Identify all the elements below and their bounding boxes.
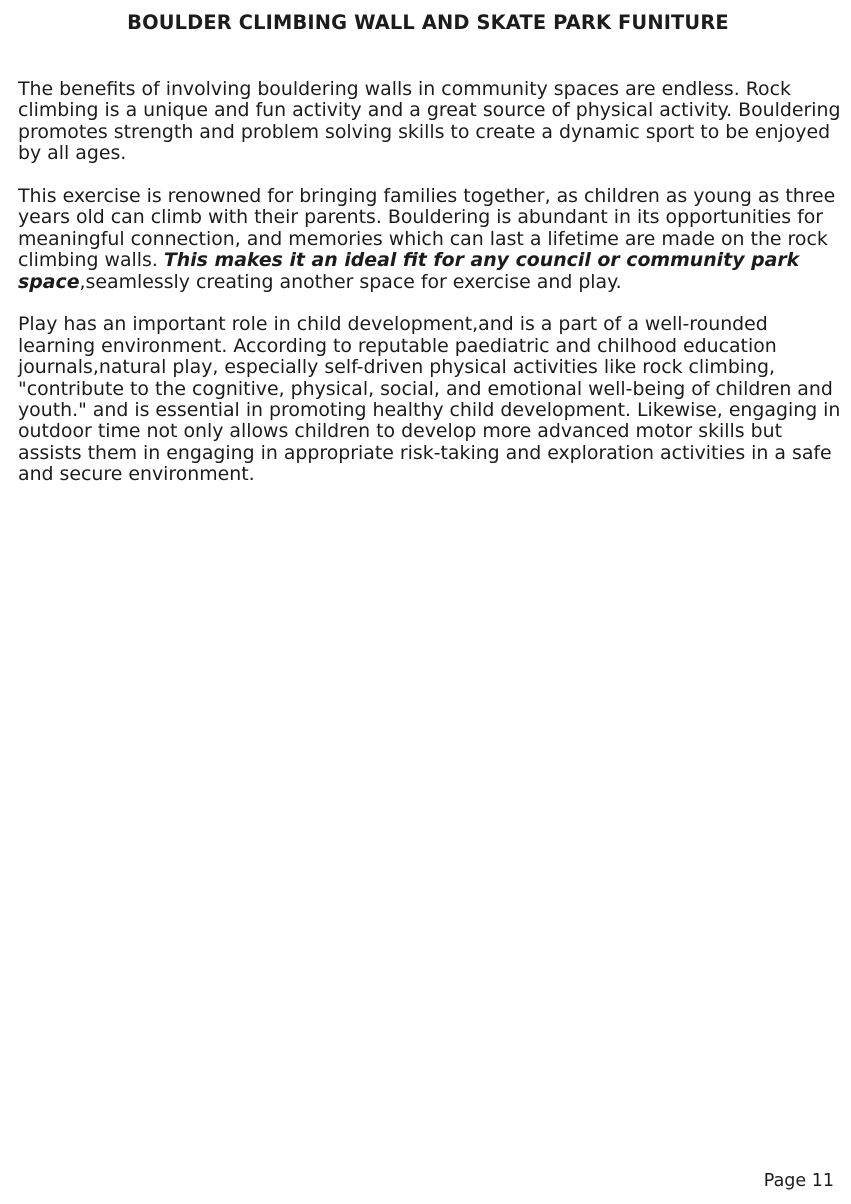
emphasis-text: This makes it an ideal fit for any council or community park space (18, 249, 800, 293)
page-title: BOULDER CLIMBING WALL AND SKATE PARK FUNITURE (127, 11, 729, 34)
paragraph-play: Play has an important role in child development,and is a part of a well-rounded learning environment. According to reputable paediatric and chilhood education journals,natural play, especially self-driven physical activities like rock climbing, "contribute to the cognitive, physical, social, and emotional well-being of children and youth." and is essential in promoting healthy child development. Likewise, engaging in outdoor time not only allows children to develop more advanced motor skills but assists them in engaging in appropriate risk-taking and exploration activities in a safe and secure environment. (18, 313, 841, 486)
paragraph-families (18, 186, 848, 293)
paragraph-families-tail: ,seamlessly creating another space for exercise and play. (79, 270, 622, 293)
body-text (18, 79, 848, 507)
paragraph-families-text: This exercise is renowned for bringing families together, as children as young as three years old can climb with their parents. Bouldering is abundant in its opportunities for meaningful connection, and memories which can last a lifetime are made on the rock climbing walls. (18, 185, 836, 272)
page-number: Page 11 (763, 1171, 834, 1191)
paragraph-benefits: The benefits of involving bouldering walls in community spaces are endless. Rock climbing is a unique and fun activity and a great source of physical activity. Bouldering promotes strength and problem solving skills to create a dynamic sport to be enjoyed by all ages. (18, 78, 841, 165)
